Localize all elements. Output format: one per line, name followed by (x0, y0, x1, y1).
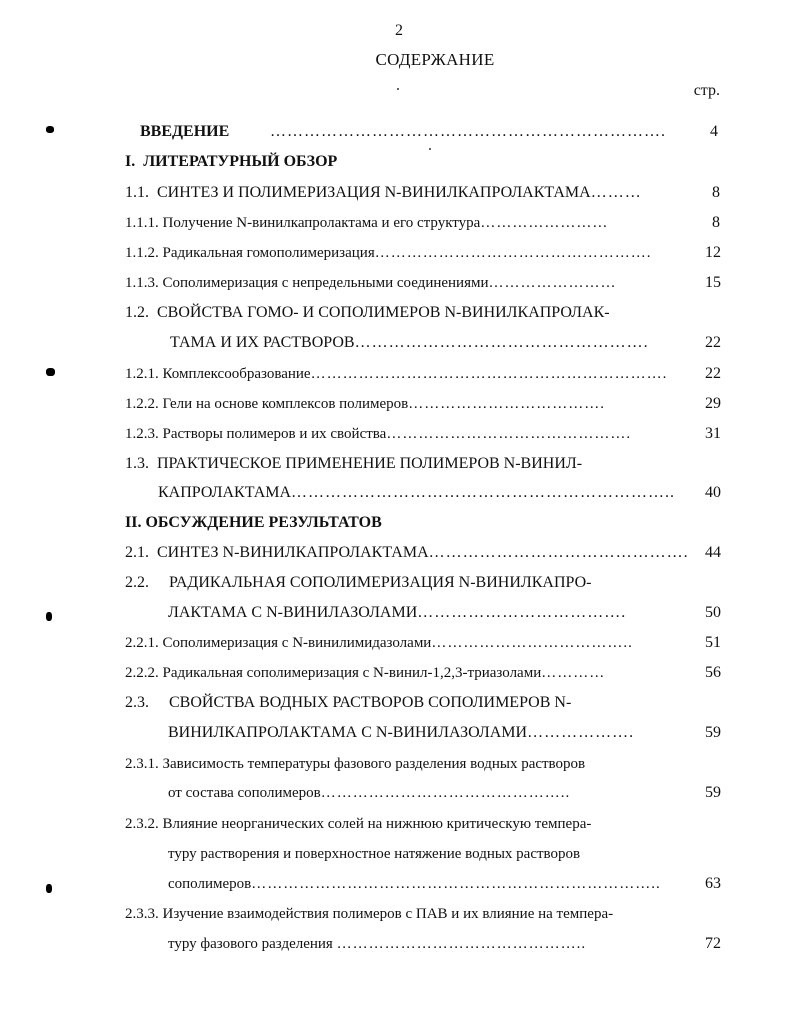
toc-entry-page: 12 (705, 244, 721, 261)
toc-entry: 1.2.1. Комплексообразование…………………………………………………………. (125, 366, 668, 382)
toc-entry-number: 1.2. (125, 304, 149, 321)
toc-entry-label: ЛАКТАМА С N-ВИНИЛАЗОЛАМИ (168, 604, 418, 621)
toc-entry (140, 121, 229, 143)
toc-entry-label: Комплексообразование (162, 366, 311, 382)
toc-entry: 1.2.2. Гели на основе комплексов полимеров………………………………. (125, 396, 605, 412)
toc-entry-number: 2.2.1. (125, 635, 159, 651)
toc-entry: 1.1.3. Сополимеризация с непредельными соединениями…………………… (125, 275, 617, 291)
toc-entry-label: ЛИТЕРАТУРНЫЙ ОБЗОР (143, 153, 338, 170)
toc-entry-label: Изучение взаимодействия полимеров с ПАВ и их влияние на темпера- (162, 906, 614, 922)
toc-entry-label: ТАМА И ИХ РАСТВОРОВ (170, 334, 355, 351)
toc-entry-number: 2.3.2. (125, 816, 159, 832)
toc-entry: 2.1. СИНТЕЗ N-ВИНИЛКАПРОЛАКТАМА………………………………………. (125, 544, 689, 561)
toc-entry-label: сополимеров (168, 876, 252, 892)
toc-entry (125, 572, 592, 594)
toc-entry-page: 29 (705, 395, 721, 412)
scan-mark (46, 368, 55, 376)
toc-entry-label: туру растворения и поверхностное натяжение водных растворов (168, 846, 581, 862)
toc-entry-label: КАПРОЛАКТАМА (158, 484, 292, 501)
toc-entry-continuation: КАПРОЛАКТАМА………………………………………………………….. (158, 484, 676, 501)
toc-entry: 1.1.2. Радикальная гомополимеризация……………………………………………. (125, 245, 652, 261)
toc-entry-number: I. (125, 153, 136, 170)
scan-mark (46, 884, 52, 893)
toc-entry-label: Радикальная сополимеризация с N-винил-1,2,3-триазолами (162, 665, 542, 681)
toc-entry (125, 453, 582, 475)
toc-entry-label: Зависимость температуры фазового разделения водных растворов (162, 756, 586, 772)
toc-entry-page: 44 (705, 544, 721, 561)
toc-entry-label: туру фазового разделения (168, 936, 333, 952)
toc-entry-page: 56 (705, 664, 721, 681)
toc-entry-label: СИНТЕЗ И ПОЛИМЕРИЗАЦИЯ N-ВИНИЛКАПРОЛАКТАМА (157, 184, 591, 201)
toc-entry-page: 8 (712, 184, 720, 201)
toc-entry-label: СВОЙСТВА ВОДНЫХ РАСТВОРОВ СОПОЛИМЕРОВ N- (169, 694, 572, 711)
toc-entry-label: Влияние неорганических солей на нижнюю критическую темпера- (162, 816, 592, 832)
scan-mark (46, 612, 52, 621)
toc-entry-label: ВВЕДЕНИЕ (140, 123, 230, 140)
toc-leader-dots: ……………………………………………………………. (270, 123, 666, 140)
toc-entry: 2.2.1. Сополимеризация с N-винилимидазолами……………………………….. (125, 635, 633, 651)
toc-entry-label: СВОЙСТВА ГОМО- И СОПОЛИМЕРОВ N-ВИНИЛКАПРОЛАК- (157, 304, 610, 321)
toc-entry-page: 8 (712, 214, 720, 231)
toc-entry-number: 1.1. (125, 184, 149, 201)
toc-entry (125, 903, 613, 925)
toc-entry-page: 40 (705, 484, 721, 501)
toc-entry-page: 51 (705, 634, 721, 651)
toc-entry-number: 2.3.1. (125, 756, 159, 772)
toc-entry (125, 302, 610, 324)
toc-entry-number: 1.3. (125, 455, 149, 472)
toc-entry-label: ПРАКТИЧЕСКОЕ ПРИМЕНЕНИЕ ПОЛИМЕРОВ N-ВИНИЛ- (157, 455, 583, 472)
toc-entry (125, 753, 585, 775)
scan-mark (46, 126, 54, 133)
toc-entry-page: 22 (705, 334, 721, 351)
toc-entry-label: ВИНИЛКАПРОЛАКТАМА С N-ВИНИЛАЗОЛАМИ (168, 724, 528, 741)
toc-entry-number: 1.2.1. (125, 366, 159, 382)
toc-entry-page: 22 (705, 365, 721, 382)
toc-entry-label: СИНТЕЗ N-ВИНИЛКАПРОЛАКТАМА (157, 544, 429, 561)
toc-entry: 1.1.1. Получение N-винилкапролактама и его структура…………………… (125, 215, 609, 231)
toc-entry-continuation: ТАМА И ИХ РАСТВОРОВ……………………………………………. (170, 334, 649, 351)
toc-entry-number: II. (125, 514, 142, 531)
toc-entry-continuation: туру фазового разделения ……………………………………….. (168, 936, 587, 952)
toc-entry: 1.2.3. Растворы полимеров и их свойства………………………………………. (125, 426, 632, 442)
toc-entry-page: 72 (705, 935, 721, 952)
toc-entry-page: 4 (710, 123, 718, 140)
toc-entry-number: 2.3.3. (125, 906, 159, 922)
toc-entry-page: 15 (705, 274, 721, 291)
toc-entry (125, 692, 571, 714)
toc-entry-number: 2.2. (125, 574, 149, 591)
scan-speck (397, 88, 399, 90)
page-title: СОДЕРЖАНИЕ (375, 50, 495, 69)
toc-entry-page: 59 (705, 724, 721, 741)
toc-entry-number: 2.2.2. (125, 665, 159, 681)
toc-entry-continuation (168, 843, 580, 865)
toc-entry-continuation: ВИНИЛКАПРОЛАКТАМА С N-ВИНИЛАЗОЛАМИ………………. (168, 724, 635, 741)
page-column-label: стр. (693, 82, 720, 99)
toc-entry-label: Сополимеризация с N-винилимидазолами (162, 635, 432, 651)
toc-entry-number: 1.1.1. (125, 215, 159, 231)
page-number: 2 (395, 22, 403, 39)
toc-entry-label: Получение N-винилкапролактама и его структура (162, 215, 481, 231)
toc-entry-continuation: сополимеров………………………………………………………………….. (168, 876, 661, 892)
toc-entry-number: 1.1.3. (125, 275, 159, 291)
toc-entry-continuation: от состава сополимеров……………………………………….. (168, 785, 571, 801)
toc-entry-page: 31 (705, 425, 721, 442)
toc-section-heading (125, 151, 337, 173)
toc-entry-number: 1.2.2. (125, 396, 159, 412)
toc-entry (125, 813, 591, 835)
scan-speck (429, 148, 431, 150)
toc-entry-page: 63 (705, 875, 721, 892)
toc-entry-label: РАДИКАЛЬНАЯ СОПОЛИМЕРИЗАЦИЯ N-ВИНИЛКАПРО- (169, 574, 592, 591)
toc-entry-label: ОБСУЖДЕНИЕ РЕЗУЛЬТАТОВ (145, 514, 382, 531)
toc-entry-page: 50 (705, 604, 721, 621)
toc-entry-page: 59 (705, 784, 721, 801)
toc-entry-number: 2.1. (125, 544, 149, 561)
toc-entry-number: 1.2.3. (125, 426, 159, 442)
toc-section-heading (125, 512, 382, 534)
toc-entry-label: Растворы полимеров и их свойства (162, 426, 387, 442)
toc-entry: 2.2.2. Радикальная сополимеризация с N-винил-1,2,3-триазолами………… (125, 665, 606, 681)
toc-entry-number: 2.3. (125, 694, 149, 711)
toc-entry-label: Радикальная гомополимеризация (162, 245, 375, 261)
toc-entry-number: 1.1.2. (125, 245, 159, 261)
toc-entry-label: Сополимеризация с непредельными соединениями (162, 275, 489, 291)
toc-entry-continuation: ЛАКТАМА С N-ВИНИЛАЗОЛАМИ………………………………. (168, 604, 627, 621)
toc-entry: 1.1. СИНТЕЗ И ПОЛИМЕРИЗАЦИЯ N-ВИНИЛКАПРОЛАКТАМА……… (125, 184, 642, 201)
toc-entry-label: Гели на основе комплексов полимеров (162, 396, 409, 412)
toc-entry-label: от состава сополимеров (168, 785, 321, 801)
